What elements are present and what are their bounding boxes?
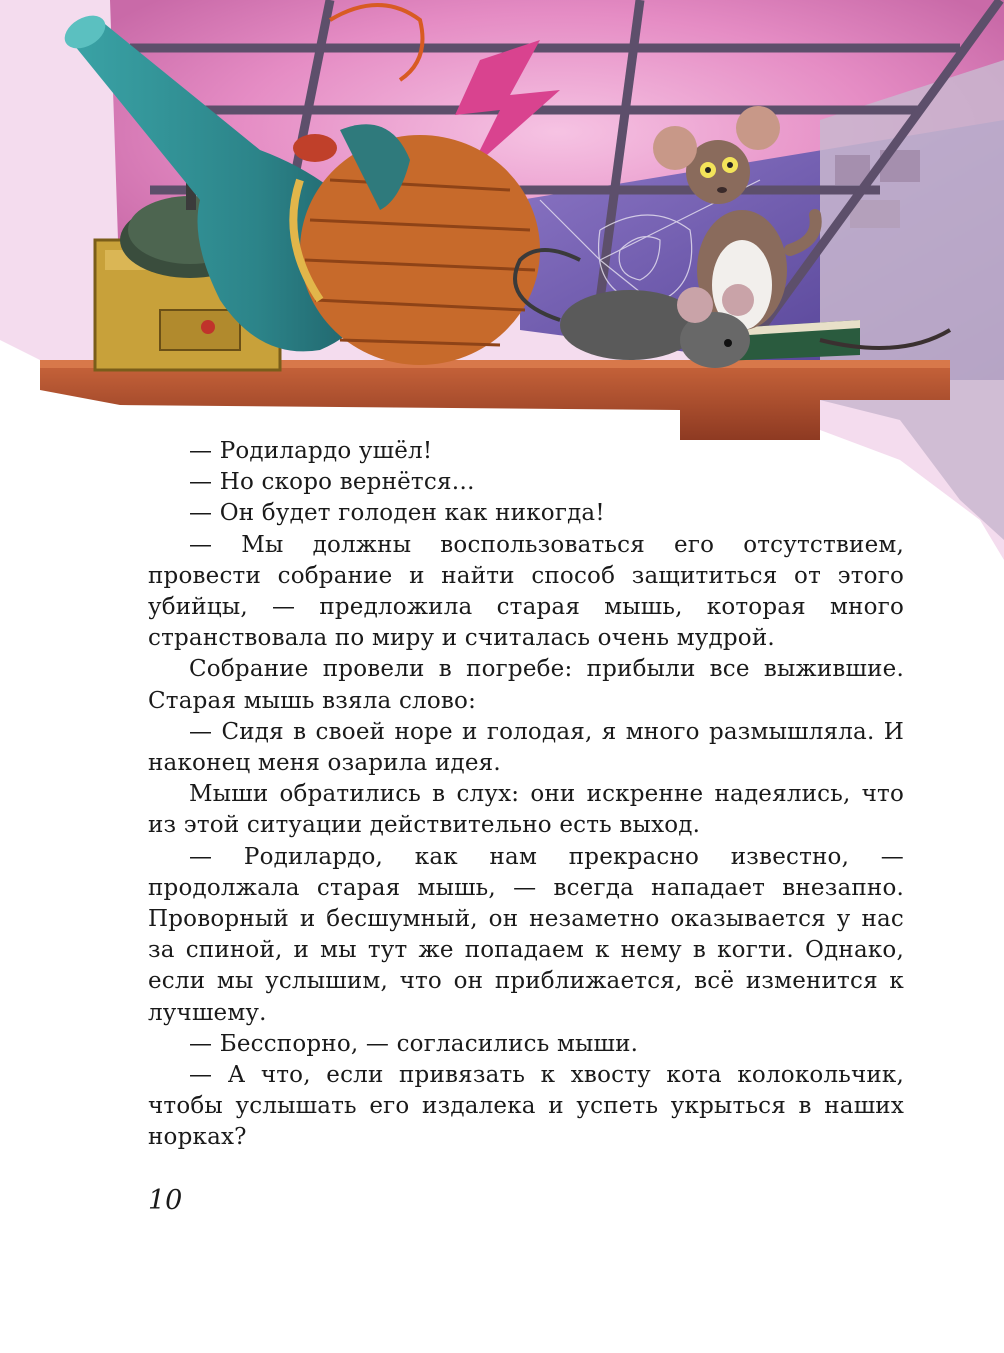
paragraph: — Но скоро вернётся…: [189, 469, 475, 496]
paragraph: — Родилардо, как нам прекрасно известно, — продолжала старая мышь, — всегда нападает внезапно. Проворный и бесшумный, он незаметно оказывается у нас за спиной, и мы тут же попадаем к нему в когти. Однако, если мы услышим, что он приближается, всё изменится к лучшему.: [148, 843, 904, 1026]
paragraph: — Родилардо ушёл!: [189, 438, 433, 464]
story-text: [148, 436, 904, 1154]
paragraph: — Бесспорно, — согласились мыши.: [189, 1030, 639, 1057]
paragraph: Мыши обратились в слух: они искренне надеялись, что из этой ситуации действительно есть выход.: [148, 781, 904, 839]
paragraph: — А что, если привязать к хвосту кота колокольчик, чтобы услышать его издалека и успеть укрыться в наших норках?: [148, 1062, 904, 1151]
page-number: 10: [148, 1185, 183, 1216]
paragraph: — Он будет голоден как никогда!: [189, 500, 605, 527]
paragraph: Собрание провели в погребе: прибыли все выжившие. Старая мышь взяла слово:: [148, 656, 904, 714]
paragraph: — Мы должны воспользоваться его отсутствием, провести собрание и найти способ защититься от этого убийцы, — предложила старая мышь, которая много странствовала по миру и считалась очень мудрой.: [148, 531, 904, 652]
paragraph: — Сидя в своей норе и голодая, я много размышляла. И наконец меня озарила идея.: [148, 718, 904, 777]
shelf: [40, 360, 950, 440]
